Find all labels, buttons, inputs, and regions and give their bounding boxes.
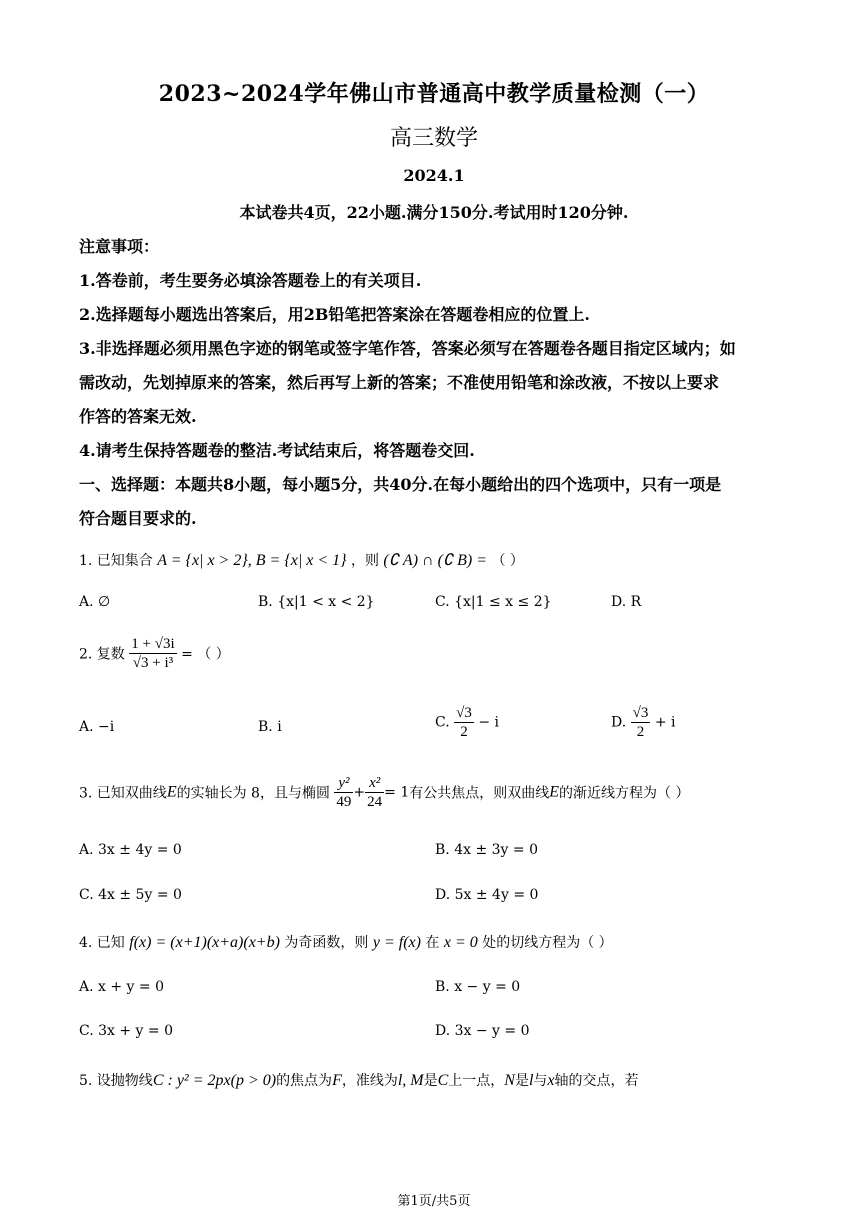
question-3 [79,774,689,811]
question-4-x0: x = 0 [443,934,478,951]
question-2-option-c-numerator: √3 [456,705,472,721]
question-5-prefix: 5. 设抛物线 [79,1073,153,1089]
question-2-numerator: 1 + √3i [131,636,175,652]
question-3-fraction-2 [365,774,384,811]
question-2-option-d [611,704,676,741]
question-2-prefix: 2. 复数 [79,646,125,663]
question-3-equals: = 1 [384,784,410,801]
question-5-mid-3: 是 [423,1073,438,1089]
question-1-expression: (∁ A) ∩ (∁ B) = [383,552,487,569]
question-3-option-c: C. 4x ± 5y = 0 [79,887,182,903]
question-1-option-b: B. {x|1 < x < 2} [258,594,375,610]
question-3-mid-1: 的实轴长为 8，且与椭圆 [176,785,330,802]
question-5-l-m: l, M [397,1072,424,1089]
question-4-y: y = f(x) [372,934,421,951]
question-2-option-c-denominator: 2 [460,724,468,740]
question-5-mid-4: 上一点， [448,1073,505,1089]
question-3-option-a: A. 3x ± 4y = 0 [79,842,182,858]
question-2-fraction [129,635,176,672]
question-4-function: f(x) = (x+1)(x+a)(x+b) [129,934,280,951]
question-5-curve: C : y² = 2px(p > 0) [152,1072,277,1089]
question-5-mid-5: 是 [514,1073,529,1089]
question-2-denominator: √3 + i³ [132,655,174,671]
subject-title: 高三数学 [389,126,478,151]
question-3-prefix: 3. 已知双曲线 [79,785,167,802]
question-3-e: E [166,783,177,801]
exam-date: 2024.1 [403,166,465,185]
question-2-option-b: B. i [258,719,282,735]
note-item-2: 2.选择题每小题选出答案后，用2B铅笔把答案涂在答题卷相应的位置上. [79,305,590,324]
question-3-plus: + [353,784,366,801]
notes-heading: 注意事项： [79,237,160,256]
question-3-mid-2: 有公共焦点，则双曲线 [409,785,550,802]
note-item-4: 4.请考生保持答题卷的整洁.考试结束后，将答题卷交回. [79,441,475,460]
question-1-prefix: 1. 已知集合 [79,553,153,569]
question-5-c: C [437,1072,449,1089]
question-5-tail: 轴的交点，若 [554,1073,639,1089]
note-item-3-line-1: 3.非选择题必须用黑色字迹的钢笔或签字笔作答，答案必须写在答题卷各题目指定区域内；如 [79,339,736,358]
question-3-fraction-1-numerator: y² [334,774,353,793]
question-5-mid-6: 与 [533,1073,548,1089]
question-2 [79,635,230,672]
question-2-option-a: A. −i [79,719,115,735]
exam-info: 本试卷共4页，22小题.满分150分.考试用时120分钟. [239,203,629,222]
question-3-e-2: E [549,783,560,801]
question-3-fraction-2-denominator: 24 [367,794,383,810]
question-4-option-d: D. 3x − y = 0 [435,1023,530,1039]
question-2-option-d-tail: + i [654,714,676,731]
section-heading-line-2: 符合题目要求的. [79,509,197,528]
question-3-tail: 的渐近线方程为（ ） [559,785,690,802]
question-2-option-c-label: C. [435,714,450,731]
question-5-x: x [547,1072,555,1089]
question-2-option-c-fraction [454,704,474,741]
note-item-3-line-3: 作答的答案无效. [79,407,197,426]
question-3-fraction-1 [334,774,353,811]
question-2-tail: = （ ） [181,646,230,663]
question-4-option-c: C. 3x + y = 0 [79,1023,173,1039]
question-3-option-d: D. 5x ± 4y = 0 [435,887,539,903]
question-1-option-a: A. ∅ [79,594,111,610]
exam-title: 2023~2024学年佛山市普通高中教学质量检测（一） [158,81,710,107]
question-1-blank: （ ） [491,553,524,569]
question-5-l: l [528,1072,534,1089]
question-1 [79,550,524,570]
section-heading-line-1: 一、选择题：本题共8小题，每小题5分，共40分.在每小题给出的四个选项中，只有一项是 [79,475,722,494]
question-5-f: F [332,1072,342,1089]
question-2-option-d-numerator: √3 [632,705,649,721]
question-5-n: N [504,1072,515,1089]
question-2-option-d-denominator: 2 [636,724,645,740]
page-footer: 第1页/共5页 [397,1194,471,1209]
question-3-fraction-2-numerator: x² [365,774,384,793]
question-5-mid-1: 的焦点为 [276,1073,333,1089]
question-4-prefix: 4. 已知 [79,935,125,951]
question-3-fraction-1-denominator: 49 [336,794,352,810]
question-4-option-b: B. x − y = 0 [435,979,521,995]
question-4-tail: 处的切线方程为（ ） [482,935,613,951]
question-1-option-d: D. R [611,594,642,610]
question-4-mid-1: 为奇函数，则 [284,935,369,951]
note-item-1: 1.答卷前，考生要务必填涂答题卷上的有关项目. [79,271,422,290]
question-2-option-c-tail: − i [478,714,499,731]
question-2-option-d-fraction [631,704,651,741]
question-4-option-a: A. x + y = 0 [79,979,164,995]
question-1-option-c: C. {x|1 ≤ x ≤ 2} [435,594,552,610]
question-4-mid-2: 在 [425,935,440,951]
question-4 [79,932,613,952]
question-1-sets: A = {x| x > 2}, B = {x| x < 1} [157,552,347,569]
question-5-mid-2: ，准线为 [341,1073,398,1089]
question-3-option-b: B. 4x ± 3y = 0 [435,842,538,858]
question-2-option-c [435,704,499,741]
question-5 [79,1070,639,1090]
question-2-option-d-label: D. [611,714,627,731]
note-item-3-line-2: 需改动，先划掉原来的答案，然后再写上新的答案；不准使用铅笔和涂改液，不按以上要求 [79,373,720,392]
question-1-mid: ，则 [350,553,379,569]
